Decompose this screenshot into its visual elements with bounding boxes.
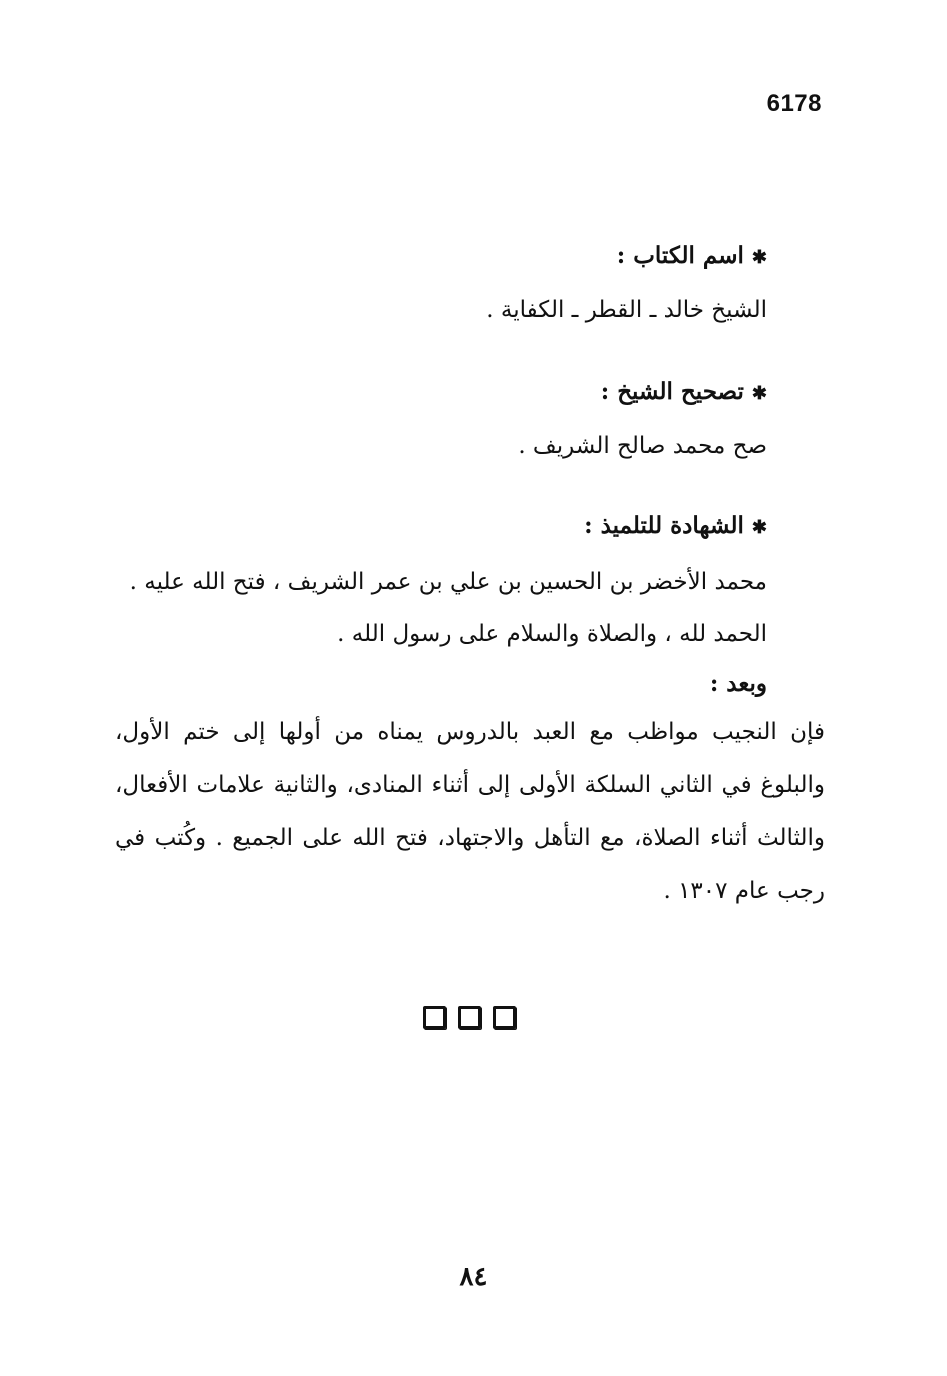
page-number: ٨٤	[459, 1262, 488, 1292]
praise-line: الحمد لله ، والصلاة والسلام على رسول الله .	[337, 621, 767, 647]
book-name-heading	[117, 236, 767, 278]
document-id: 6178	[766, 90, 822, 117]
certificate-paragraph: فإن النجيب مواظب مع العبد بالدروس يمناه من أولها إلى ختم الأول، والبلوغ في الثاني السلكة الأولى إلى أثناء المنادى، والثانية علامات الأفعال، والثالث أثناء الصلاة، مع التأهل والاجتهاد، فتح الله على الجميع . وكُتب في رجب عام ١٣٠٧ .	[115, 719, 825, 904]
asterisk-icon: ✱	[751, 383, 767, 404]
wa-baad-line: وبعد :	[709, 670, 767, 697]
square-ornament-icon	[493, 1006, 516, 1029]
student-name-line: محمد الأخضر بن الحسين بن علي بن عمر الشريف ، فتح الله عليه .	[129, 569, 767, 595]
heading-label: اسم الكتاب :	[616, 242, 744, 269]
square-ornament-icon	[458, 1006, 481, 1029]
asterisk-icon: ✱	[751, 517, 767, 538]
heading-label: تصحيح الشيخ :	[600, 378, 744, 405]
heading-label: الشهادة للتلميذ :	[584, 512, 744, 539]
student-certificate-heading	[117, 506, 767, 548]
book-name-text: الشيخ خالد ـ القطر ـ الكفاية .	[486, 297, 767, 323]
sheikh-correction-text: صح محمد صالح الشريف .	[518, 433, 767, 459]
sheikh-correction-heading	[117, 372, 767, 414]
square-ornament-icon	[423, 1006, 446, 1029]
certificate-content	[117, 236, 767, 704]
asterisk-icon: ✱	[751, 247, 767, 268]
section-end-marks	[423, 1006, 516, 1029]
